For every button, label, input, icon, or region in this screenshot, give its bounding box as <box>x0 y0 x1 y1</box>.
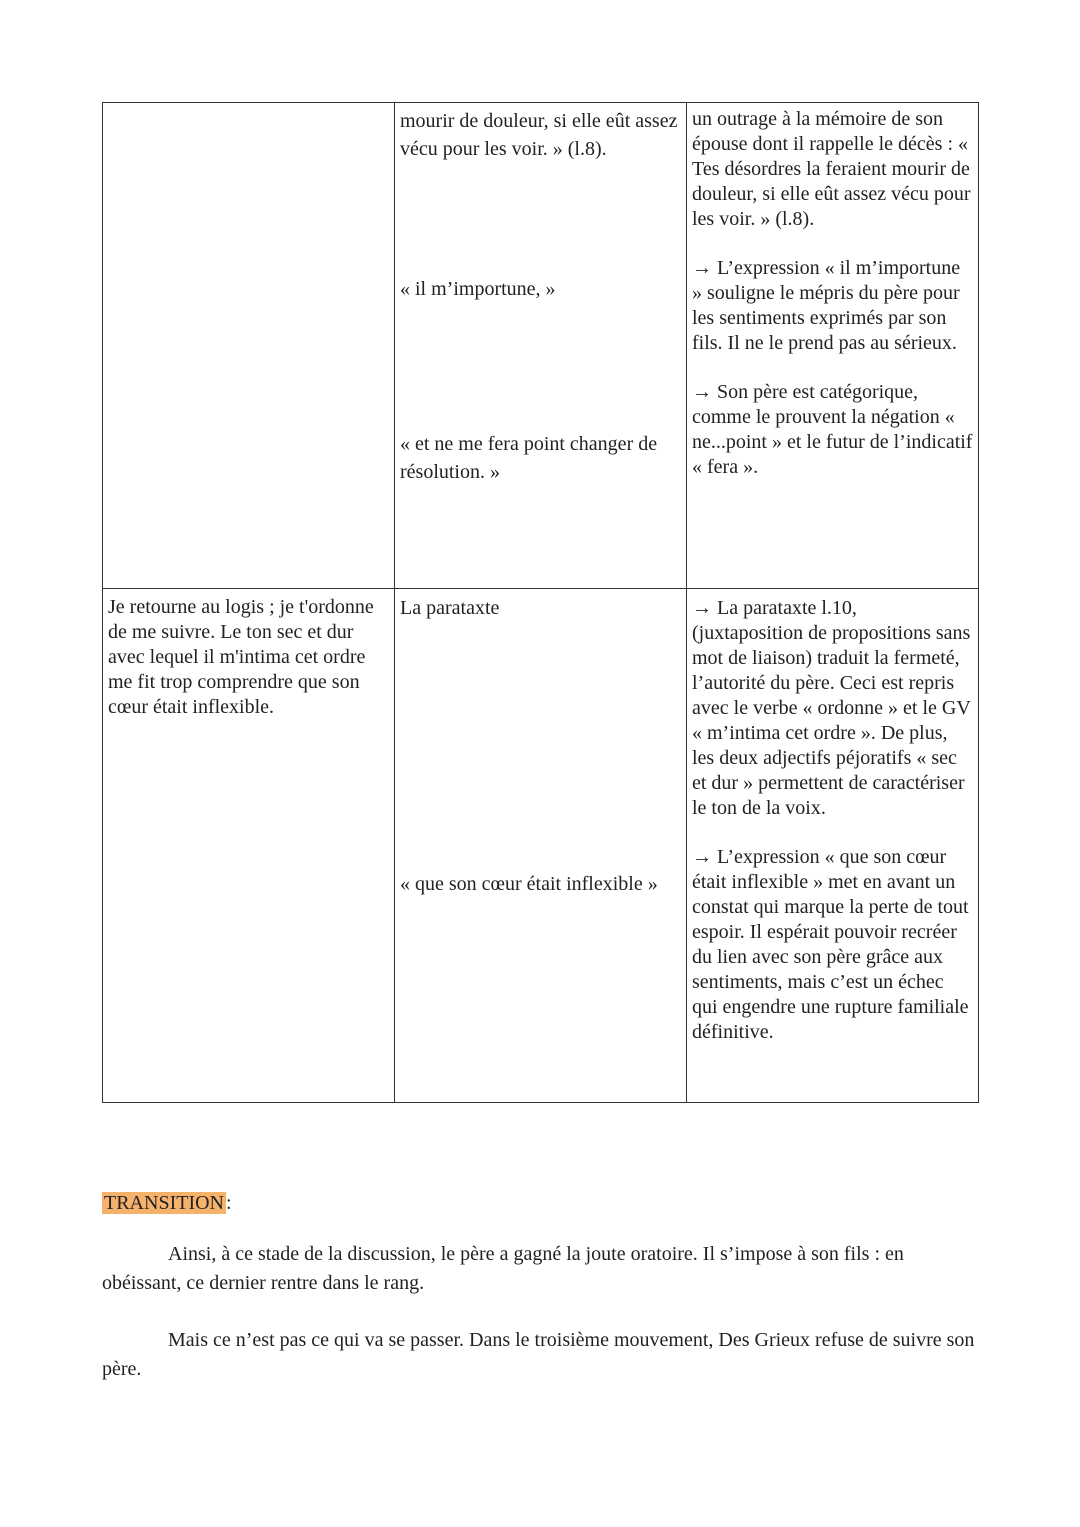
quote-text: mourir de douleur, si elle eût assez vécu pour les voir. » (l.8). <box>400 110 678 160</box>
quote-text: « que son cœur était inflexible » <box>400 873 658 895</box>
quote-cell <box>395 589 687 1103</box>
quote-text: « il m’importune, » <box>400 278 556 300</box>
analysis-cell <box>687 103 979 589</box>
paragraph-text: Ainsi, à ce stade de la discussion, le père a gagné la joute oratoire. Il s’impose à son fils : en obéissant, ce dernier rentre dans le rang. <box>102 1243 904 1294</box>
table-row <box>103 589 979 1103</box>
transition-label: TRANSITION <box>104 1192 224 1214</box>
transition-heading <box>102 1189 232 1217</box>
excerpt-text: Je retourne au logis ; je t'ordonne de me suivre. Le ton sec et dur avec lequel il m'intima cet ordre me fit trop comprendre que son cœur était inflexible. <box>108 596 374 718</box>
quote-text: La parataxte <box>400 597 500 619</box>
quote-text: « et ne me fera point changer de résolution. » <box>400 433 658 483</box>
transition-paragraph <box>102 1240 978 1298</box>
transition-paragraph <box>102 1326 978 1384</box>
paragraph-text: Mais ce n’est pas ce qui va se passer. Dans le troisième mouvement, Des Grieux refuse de suivre son père. <box>102 1329 975 1380</box>
analysis-table <box>102 102 979 1103</box>
analysis-text: → L’expression « que son cœur était inflexible » met en avant un constat qui marque la perte de tout espoir. Il espérait pouvoir recréer du lien avec son père grâce aux sentiments, mais c’est un échec qui engendre une rupture familiale définitive. <box>692 846 969 1043</box>
excerpt-cell <box>103 103 395 589</box>
table-row <box>103 103 979 589</box>
analysis-cell <box>687 589 979 1103</box>
transition-colon: : <box>226 1192 232 1214</box>
analysis-text: → Son père est catégorique, comme le prouvent la négation « ne...point » et le futur de l’indicatif « fera ». <box>692 381 973 478</box>
analysis-text: → L’expression « il m’importune » souligne le mépris du père pour les sentiments exprimés par son fils. Il ne le prend pas au sérieux. <box>692 257 961 354</box>
quote-cell <box>395 103 687 589</box>
analysis-text: → La parataxte l.10, (juxtaposition de propositions sans mot de liaison) traduit la fermeté, l’autorité du père. Ceci est repris avec le verbe « ordonne » et le GV « m’intima cet ordre ». De plus, les deux adjectifs péjoratifs « sec et dur » permettent de caractériser le ton de la voix. <box>692 597 971 819</box>
excerpt-cell <box>103 589 395 1103</box>
analysis-text: un outrage à la mémoire de son épouse dont il rappelle le décès : « Tes désordres la feraient mourir de douleur, si elle eût assez vécu pour les voir. » (l.8). <box>692 108 971 230</box>
